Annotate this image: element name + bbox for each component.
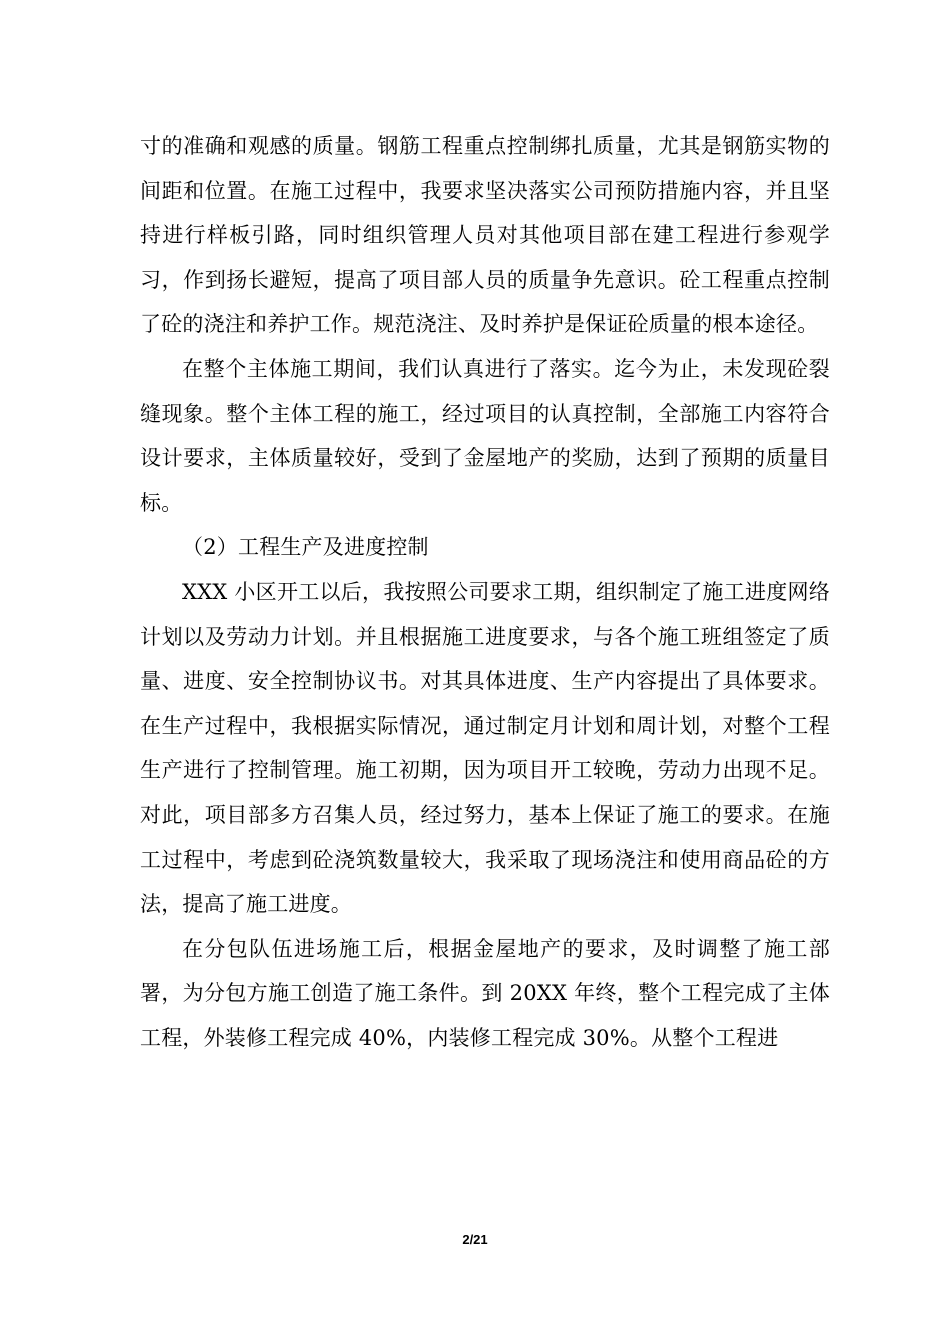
document-body [140, 124, 830, 1060]
paragraph-progress-plan: XXX 小区开工以后，我按照公司要求工期，组织制定了施工进度网络计划以及劳动力计划。并且根据施工进度要求，与各个施工班组签定了质量、进度、安全控制协议书。对其具体进度、生产内容提出了具体要求。在生产过程中，我根据实际情况，通过制定月计划和周计划，对整个工程生产进行了控制管理。施工初期，因为项目开工较晚，劳动力出现不足。对此，项目部多方召集人员，经过努力，基本上保证了施工的要求。在施工过程中，考虑到砼浇筑数量较大，我采取了现场浇注和使用商品砼的方法，提高了施工进度。 [140, 579, 830, 917]
paragraph-subcontract: 在分包队伍进场施工后，根据金屋地产的要求，及时调整了施工部署，为分包方施工创造了施工条件。到 20XX 年终，整个工程完成了主体工程，外装修工程完成 40%，内装修工程完成 30%。从整个工程进 [140, 936, 830, 1050]
page-number: 2/21 [462, 1232, 488, 1247]
section-heading-progress-control: （2）工程生产及进度控制 [182, 535, 429, 560]
paragraph-main-structure: 在整个主体施工期间，我们认真进行了落实。迄今为止，未发现砼裂缝现象。整个主体工程的施工，经过项目的认真控制，全部施工内容符合设计要求，主体质量较好，受到了金屋地产的奖励，达到了预期的质量目标。 [140, 356, 830, 515]
paragraph-quality-control: 寸的准确和观感的质量。钢筋工程重点控制绑扎质量，尤其是钢筋实物的间距和位置。在施工过程中，我要求坚决落实公司预防措施内容，并且坚持进行样板引路，同时组织管理人员对其他项目部在建工程进行参观学习，作到扬长避短，提高了项目部人员的质量争先意识。砼工程重点控制了砼的浇注和养护工作。规范浇注、及时养护是保证砼质量的根本途径。 [140, 134, 830, 337]
